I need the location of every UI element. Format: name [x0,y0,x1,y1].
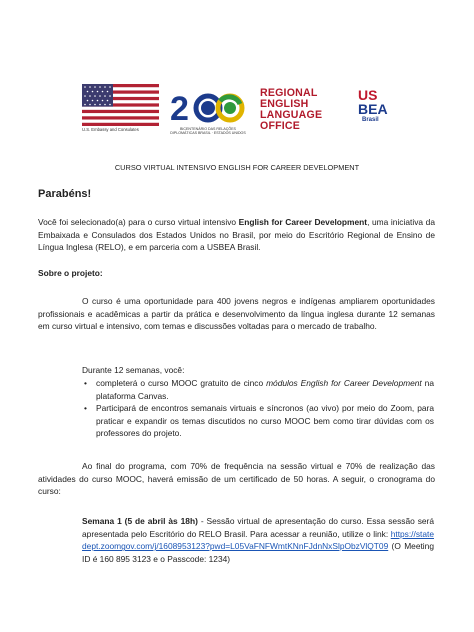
relo-line: LANGUAGE [260,109,323,121]
bullet-text: completerá o curso MOOC gratuito de cinco [96,378,267,388]
about-heading: Sobre o projeto: [38,268,103,278]
about-paragraph: O curso é uma oportunidade para 400 jovens negros e indígenas ampliarem oportunidades profissionais e acadêmicas a partir da prática e desenvolvimento da língua inglesa durante 12 semanas em curso virtual e intensivo, com temas e discussões voltadas para o mercado de trabalho. [38,296,435,332]
logo200-number: 2 [170,90,189,128]
weeks-intro: Durante 12 semanas, você: [82,365,185,375]
header-logos [82,84,402,140]
list-item [82,402,434,440]
us-flag-logo [82,84,159,126]
week1-text: - Sessão virtual de apresentação do curso. Essa sessão será apresentada pelo Escritório do RELO Brasil. Para acessar a reunião, utilize o link: [82,516,434,539]
relo-line: OFFICE [260,120,301,132]
course-name: English for Career Development [238,217,368,227]
program-end-paragraph: Ao final do programa, com 70% de frequência na sessão virtual e 70% de realização das atividades do curso MOOC, haverá emissão de um certificado de 50 horas. A seguir, o cronograma do curso: [38,461,435,497]
bullet-list [82,377,434,440]
list-item [82,377,434,402]
week1-paragraph [82,515,434,565]
relo-line: ENGLISH [260,98,309,110]
relo-logo [260,88,350,132]
greeting-heading: Parabéns! [38,188,92,200]
usbea-us: US [358,87,378,103]
intro-text-rest: , uma iniciativa da Embaixada e Consulados dos Estados Unidos no Brasil, por meio do Escritório Regional de Ensino de Língua Inglesa (RELO), e em parceria com a USBEA Brasil. [38,217,435,253]
document-title: CURSO VIRTUAL INTENSIVO ENGLISH FOR CAREER DEVELOPMENT [114,163,360,172]
zoom-meeting-link[interactable]: https://statedept.zoomgov.com/j/1608953123?pwd=L05VaFNFWmtKNnFJdnNxSlpObzVlQT09 [82,528,434,552]
usbea-bea: BEA [358,101,388,117]
intro-paragraph [38,216,435,254]
usbea-country: Brasil [362,117,379,123]
logo200-caption: BICENTENÁRIO DAS RELAÇÕES DIPLOMÁTICAS BRASIL · ESTADOS UNIDOS [170,127,246,136]
bullet-icon: • [84,378,87,388]
bullet-text-rest: na plataforma Canvas. [96,378,434,401]
meeting-info: (O Meeting ID é 160 895 3123 e o Passcode: 1234) [82,541,434,564]
flag-caption: U.S. Embassy and Consulates [82,127,139,132]
week1-label: Semana 1 (5 de abril às 18h) [82,516,198,526]
usbea-logo [358,88,408,136]
bullet-text: Participará de encontros semanais virtuais e síncronos (ao vivo) por meio do Zoom, para praticar e expandir os temas discutidos no curso MOOC bem como tirar dúvidas com os professores do projeto. [96,403,434,439]
bullet-italic: módulos English for Career Development [266,378,422,388]
relo-line: REGIONAL [260,87,318,99]
bullet-icon: • [84,403,87,414]
intro-text: Você foi selecionado(a) para o curso virtual intensivo [38,217,239,227]
